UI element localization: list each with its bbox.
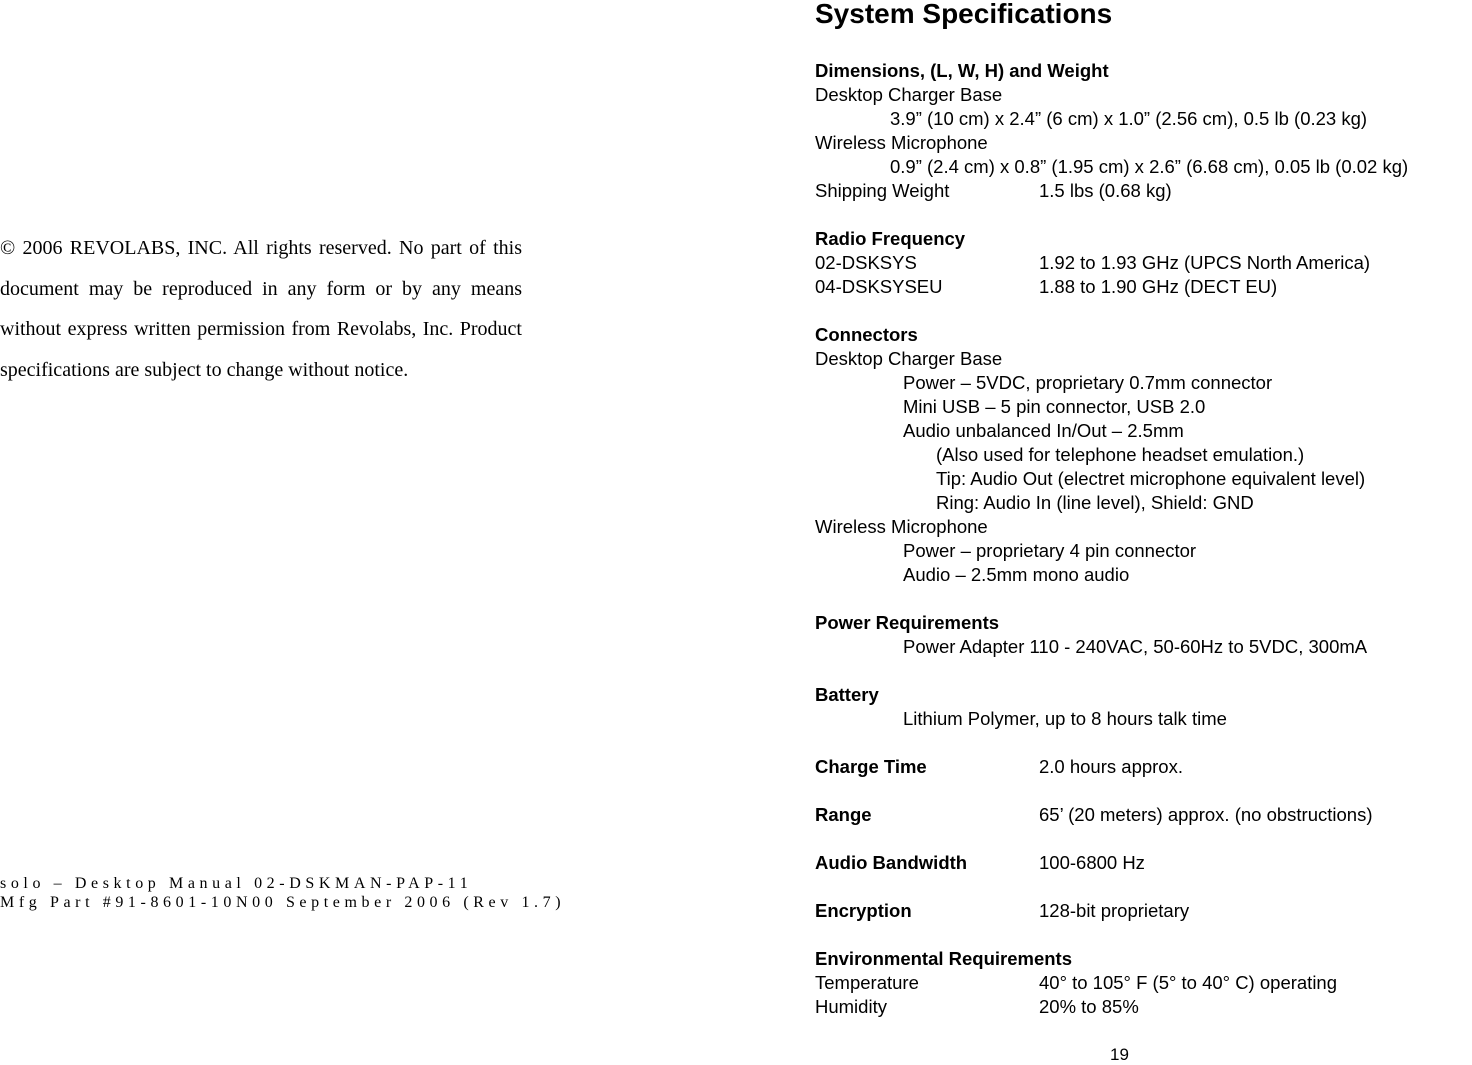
shipping-weight-value: 1.5 lbs (0.68 kg) [1039, 180, 1172, 201]
humidity-row [815, 995, 1465, 1019]
charge-time-value: 2.0 hours approx. [1039, 756, 1183, 777]
footer-manual-title: solo – Desktop Manual 02-DSKMAN-PAP-11 [0, 875, 473, 892]
dimensions-charger-label: Desktop Charger Base [815, 84, 1003, 105]
range-row [815, 803, 1465, 827]
encryption-row [815, 899, 1465, 923]
power-value: Power Adapter 110 - 240VAC, 50-60Hz to 5VDC, 300mA [903, 636, 1368, 657]
connector-item: Audio – 2.5mm mono audio [903, 564, 1130, 585]
shipping-weight-row [815, 179, 1465, 203]
radio-row-dsksys [815, 251, 1465, 275]
connector-item: Mini USB – 5 pin connector, USB 2.0 [903, 396, 1206, 417]
range-label: Range [815, 804, 872, 825]
radio-model-value: 1.88 to 1.90 GHz (DECT EU) [1039, 276, 1278, 297]
connector-item: Power – proprietary 4 pin connector [903, 540, 1197, 561]
humidity-label: Humidity [815, 996, 887, 1017]
charge-time-label: Charge Time [815, 756, 927, 777]
radio-row-dsksyseu [815, 275, 1465, 299]
connectors-charger-label: Desktop Charger Base [815, 348, 1003, 369]
connector-item: Audio unbalanced In/Out – 2.5mm [903, 420, 1184, 441]
charge-time-row [815, 755, 1465, 779]
radio-model-value: 1.92 to 1.93 GHz (UPCS North America) [1039, 252, 1371, 273]
footer-part-number: Mfg Part #91-8601-10N00 September 2006 (Rev 1.7) [0, 894, 566, 911]
connector-item: Power – 5VDC, proprietary 0.7mm connector [903, 372, 1273, 393]
dimensions-charger-value: 3.9” (10 cm) x 2.4” (6 cm) x 1.0” (2.56 cm), 0.5 lb (0.23 kg) [890, 108, 1368, 129]
manual-footer [0, 874, 565, 912]
radio-model-label: 04-DSKSYSEU [815, 276, 943, 297]
audio-bandwidth-value: 100-6800 Hz [1039, 852, 1145, 873]
temperature-value: 40° to 105° F (5° to 40° C) operating [1039, 972, 1338, 993]
range-value: 65’ (20 meters) approx. (no obstructions) [1039, 804, 1373, 825]
page-title: System Specifications [815, 0, 1113, 29]
battery-value: Lithium Polymer, up to 8 hours talk time [903, 708, 1227, 729]
battery-heading: Battery [815, 684, 879, 705]
audio-bandwidth-label: Audio Bandwidth [815, 852, 968, 873]
connectors-mic-label: Wireless Microphone [815, 516, 988, 537]
audio-note: (Also used for telephone headset emulation.) [936, 444, 1305, 465]
audio-bandwidth-row [815, 851, 1465, 875]
dimensions-mic-value: 0.9” (2.4 cm) x 0.8” (1.95 cm) x 2.6” (6.68 cm), 0.05 lb (0.02 kg) [890, 156, 1409, 177]
encryption-value: 128-bit proprietary [1039, 900, 1190, 921]
copyright-notice: © 2006 REVOLABS, INC. All rights reserved. No part of this document may be reproduced in any form or by any means without express written permission from Revolabs, Inc. Product specifications are subject to change without notice. [0, 237, 522, 381]
dimensions-heading: Dimensions, (L, W, H) and Weight [815, 60, 1109, 81]
humidity-value: 20% to 85% [1039, 996, 1139, 1017]
radio-model-label: 02-DSKSYS [815, 252, 917, 273]
radio-frequency-heading: Radio Frequency [815, 228, 966, 249]
audio-note: Tip: Audio Out (electret microphone equivalent level) [936, 468, 1366, 489]
page-number: 19 [1110, 1045, 1129, 1064]
encryption-label: Encryption [815, 900, 912, 921]
connectors-heading: Connectors [815, 324, 918, 345]
audio-note: Ring: Audio In (line level), Shield: GND [936, 492, 1254, 513]
environmental-heading: Environmental Requirements [815, 948, 1073, 969]
dimensions-mic-label: Wireless Microphone [815, 132, 988, 153]
temperature-label: Temperature [815, 972, 919, 993]
shipping-weight-label: Shipping Weight [815, 180, 950, 201]
power-heading: Power Requirements [815, 612, 1000, 633]
temperature-row [815, 971, 1465, 995]
